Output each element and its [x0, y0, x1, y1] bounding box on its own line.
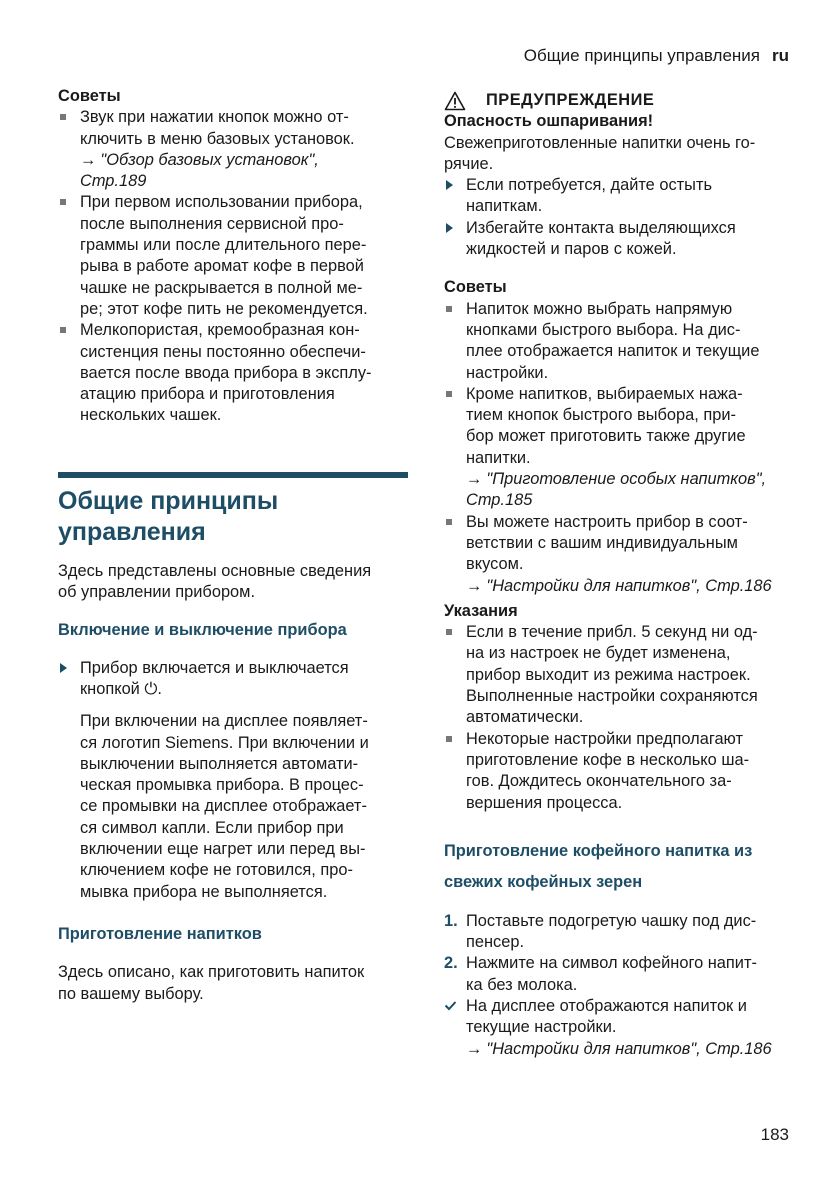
- onoff-paragraph: При включении на дисплее появляет- ся логотип Siemens. При включении и выключении выполняется автомати- ческая промывка прибора. В процес- се промывки на дисплее отображает- ся символ капли. Если прибор при включении еще нагрет или перед вы- ключением кофе не готовился, про- мывка прибора не выполняется.: [80, 712, 369, 901]
- arrow-right-icon: →: [466, 1039, 483, 1058]
- warning-list: [444, 175, 789, 260]
- step-number: 2.: [444, 954, 458, 973]
- warning-subtitle: Опасность ошпаривания!: [444, 112, 654, 131]
- step-number: 1.: [444, 911, 458, 930]
- warning-text: Свежеприготовленные напитки очень го- рячие.: [444, 133, 756, 173]
- list-item: Если потребуется, дайте остыть напиткам.: [444, 175, 789, 218]
- page-header: [524, 45, 789, 66]
- cross-reference-link[interactable]: → "Настройки для напитков", Стр.186: [466, 576, 772, 595]
- warning-heading: ПРЕДУПРЕЖДЕНИЕ: [444, 90, 789, 111]
- arrow-right-icon: →: [466, 470, 483, 489]
- tips-heading-right: Советы: [444, 278, 507, 297]
- onoff-list: [58, 658, 408, 701]
- list-item: Прибор включается и выключается кнопкой ⏻.: [58, 658, 408, 701]
- header-title: Общие принципы управления: [523, 46, 760, 65]
- left-column: [58, 86, 408, 1005]
- notes-list: [444, 622, 789, 814]
- result-item: На дисплее отображаются напиток и текущие настройки. → "Настройки для напитков", Стр.186: [444, 996, 789, 1060]
- section-intro: Здесь представлены основные сведения об управлении прибором.: [58, 561, 372, 602]
- steps-list: [444, 911, 789, 996]
- list-item: [58, 107, 408, 192]
- cross-reference-link[interactable]: → "Настройки для напитков", Стр.186: [466, 1039, 772, 1058]
- coffee-heading: Приготовление кофейного напитка из свежих кофейных зерен: [444, 841, 753, 891]
- tips-list-right: [444, 299, 789, 597]
- step-item: 1. Поставьте подогретую чашку под дис- пенсер.: [444, 911, 757, 952]
- tips-heading-left: Советы: [58, 87, 121, 105]
- page-number: 183: [760, 1125, 789, 1144]
- list-item: Мелкопористая, кремообразная кон- систенция пены постоянно обеспечи- вается после ввода прибора в эксплу- атацию прибора и приготовления нескольких чашек.: [58, 320, 408, 426]
- notes-heading: Указания: [444, 601, 518, 620]
- text-line: Звук при нажатии кнопок можно от-: [80, 108, 349, 127]
- section-title: Общие принципы управления: [58, 472, 408, 548]
- list-item: Избегайте контакта выделяющихся жидкостей и паров с кожей.: [444, 218, 789, 261]
- step-item: 2. Нажмите на символ кофейного напит- ка без молока.: [444, 954, 757, 994]
- list-item: При первом использовании прибора, после выполнения сервисной про- граммы или после длительного пере- рыва в работе аромат кофе в первой чашке не раскрывается в полной ме- ре; этот кофе пить не рекомендуется.: [58, 192, 408, 320]
- list-item: Если в течение прибл. 5 секунд ни од- на из настроек не будет изменена, прибор выходит из режима настроек. Выполненные настройки сохраняются автоматически.: [444, 622, 789, 728]
- drinks-paragraph: Здесь описано, как приготовить напиток по вашему выбору.: [58, 963, 365, 1003]
- right-column: [444, 86, 789, 1060]
- language-code: ru: [772, 46, 789, 65]
- arrow-right-icon: →: [80, 150, 97, 169]
- list-item: Вы можете настроить прибор в соот- ветствии с вашим индивидуальным вкусом. → "Настройки для напитков", Стр.186: [444, 512, 789, 597]
- onoff-heading: Включение и выключение прибора: [58, 621, 347, 640]
- cross-reference-link[interactable]: → "Обзор базовых установок", Стр.189: [80, 150, 319, 191]
- list-item: Некоторые настройки предполагают приготовление кофе в несколько ша- гов. Дождитесь окончательного за- вершения процесса.: [444, 729, 789, 814]
- list-item: Кроме напитков, выбираемых нажа- тием кнопок быстрого выбора, при- бор может приготовить также другие напитки. → "Приготовление особых напитков", Стр.185: [444, 384, 789, 512]
- drinks-heading: Приготовление напитков: [58, 924, 262, 943]
- checkmark-icon: [444, 1000, 457, 1011]
- text-line: ключить в меню базовых установок.: [80, 129, 355, 148]
- tips-list-left: [58, 107, 408, 426]
- list-item: Напиток можно выбрать напрямую кнопками быстрого выбора. На дис- плее отображается напиток и текущие настройки.: [444, 299, 789, 384]
- cross-reference-link[interactable]: → "Приготовление особых напитков", Стр.185: [466, 470, 767, 510]
- warning-triangle-icon: [444, 91, 466, 111]
- arrow-right-icon: →: [466, 576, 483, 595]
